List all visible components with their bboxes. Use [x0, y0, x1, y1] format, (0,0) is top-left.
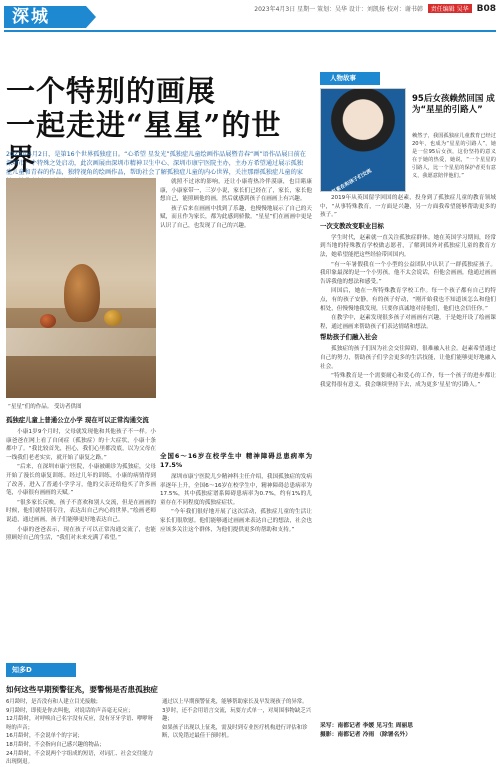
paragraph: “有一年暑假我在一个小型的公益团队中认识了一群孤独症孩子。我印象最深的是一个小男孩，他不太会说话，但他会画画，他通过画画告诉我他的想法和感受。”: [320, 261, 496, 285]
paragraph: “特殊教育是一个需要耐心和爱心的工作，每一个孩子的进步都让我觉得很有意义。我会继续坚持下去，成为更多‘星星’的引路人。”: [320, 373, 496, 388]
photo-caption: “星星”们的作品。 受访者供图: [8, 404, 82, 410]
paragraph: 孩子后来在画画中找到了乐趣，也慢慢地展示了自己的天赋，而且作为家长，都为此感到骄傲。“星星”们在画画中更是认识了自己，也发现了自己的兴趣。: [160, 205, 312, 229]
knowledge-box-column: [6, 698, 156, 767]
credits-photo: 摄影：南都记者 冷雨 （除署名外）: [320, 732, 411, 738]
lead-paragraph: 2023年4月2日，是第16个世界孤独症日。“心希望 星发光”孤独症儿童绘画作品展暨青春“画”语作品展日前在深圳市一个特殊之处启动，此次画展由深圳市精神卫生中心、深圳市康宁医院主办，主办方希望通过展示孤独症儿童和青春的作品，独特视角的绘画作品，帮助社会了解孤独症儿童的内心世界，关注那群孤独症儿童的家: [6, 151, 306, 176]
profile-column: [320, 32, 496, 750]
list-item: 16月龄时，不会说单个的字词；: [6, 733, 83, 740]
editor-badge: 责任编辑 吴华: [428, 4, 472, 13]
article-column-left: [6, 414, 156, 544]
paragraph: “很多家长反映，孩子不喜欢和别人交流，但是在画画的时候，他们就特别专注，表达出自己内心的世界。”绘画老师说道，通过画画，孩子们能够更好地表达自己。: [6, 499, 156, 523]
knowledge-box-tag: 知多D: [6, 663, 76, 677]
profile-title: 95后女孩赖然回国 成为“星星的引路人”: [412, 94, 495, 115]
credits: [320, 722, 496, 740]
portrait-badge: 赵素在和孩子们交流: [330, 168, 373, 196]
list-item: 18月龄时，不会指向自己感兴趣的物品；: [6, 742, 105, 749]
headline-line-2: 一起走进“星星”的世界: [6, 108, 282, 176]
paragraph: “后来，在深圳市康宁医院，小康被确诊为孤独症，父母开始了漫长的康复训练。经过几年的训练，小康的病情得到了改善，进入了普通小学学习，他的父亲还给他买了许多画笔，小康很有画画的天赋。”: [6, 464, 156, 497]
photo-vase: [64, 264, 100, 322]
list-item: 通过以上早期预警征兆，能够帮助家长及早发现孩子的异常。: [162, 699, 308, 705]
photo-fruit: [40, 314, 56, 328]
list-item: 9月龄时，即使是你去叫他，对说话的声音毫无反应；: [6, 707, 134, 714]
list-item: 如果孩子出现以上征兆，需及时到专业医疗机构进行评估和诊断，以免错过最佳干预时机。: [162, 724, 308, 739]
paragraph: 孤独症的孩子们因为社会交往障碍，很难融入社会。赵素希望通过自己的努力，帮助孩子们学会更多的生活技能，让他们能够更好地融入社会。: [320, 346, 496, 370]
list-item: 3岁时，还不会用语言交流，玩耍方式单一，对周围事物缺乏兴趣；: [162, 707, 311, 722]
subheading: 帮助孩子们融入社会: [320, 333, 378, 342]
subheading: 孤独症儿童上普通公立小学 现在可以正常沟通交流: [6, 416, 149, 424]
subheading: 一次支教改变职业目标: [320, 221, 384, 230]
page-header: [0, 0, 500, 32]
profile-body: [320, 194, 496, 390]
article-column-middle: [160, 178, 312, 232]
list-item: 6月龄时，是否没有和人建立目光接触；: [6, 699, 102, 705]
paragraph: 在教学中，赵素发现很多孩子对画画有兴趣，于是她开设了绘画课程，通过画画来帮助孩子们表达情绪和想法。: [320, 315, 496, 330]
list-item: 12月龄时，对呼唤自己名字没有反应，没有牙牙学语、咿咿呀呀的声音；: [6, 716, 154, 731]
photo-cloth: [6, 328, 156, 356]
paragraph: 回国后，她在一所特殊教育学校工作。每一个孩子都有自己的特点，有的孩子安静，有的孩子好动，“刚开始我也不知道该怎么和他们相处，但慢慢地我发现，只要你真诚地对待他们，他们也会信任你。”: [320, 288, 496, 312]
dateline-text: 2023年4月3日 星期一 策划：吴华 设计：刘凯扬 校对：谢书韩: [254, 6, 423, 13]
credits-writer: 采写：南都记者 李媛 见习生 周丽思: [320, 723, 414, 729]
knowledge-box-title: 如何这些早期预警征兆，要警惕是否患孤独症: [6, 685, 158, 694]
paragraph: 2019年从英国留学回国的赵素，投身到了孤独症儿童的教育领域中，“从事特殊教育，一方面是兴趣，另一方面我希望能够帮助更多的孩子。”: [320, 195, 496, 219]
headline-line-1: 一个特别的画展: [6, 74, 217, 108]
profile-tag: 人物故事: [320, 72, 380, 85]
portrait-photo: [320, 88, 406, 196]
knowledge-box-column: [162, 698, 312, 741]
list-item: 24月龄时，不会说两个字组成的短语，对词汇、社会交往能力出现倒退。: [6, 750, 154, 765]
article-column-middle-2: [160, 450, 312, 535]
paragraph: 学生时代，赵素就一直关注孤独症群体。她在英国学习期间，经常到当地的特殊教育学校做志愿者，了解到国外对孤独症儿童的教育方法，她希望能把这些经验带回国内。: [320, 234, 496, 258]
dateline: [254, 4, 496, 14]
subheading: 全国6～16岁在校学生中 精神障碍总患病率为17.5%: [160, 452, 312, 469]
profile-intro: 赖然子，我国孤独症儿童教育已经过20年，也成为“星星的引路人”，她是一位95后女孩，这份坚持的意义在于她的热爱，她说，“一个星星的引路人，比一个星星的保护者更有意义，我愿意陪伴他们。”: [412, 133, 496, 179]
paragraph: 小康1岁9个月时，父母就发现他和其他孩子不一样。小康爸爸在网上看了自闭症（孤独症）的十大症状，小康十条都中了。“我比较首先，担心，我们心里都没底，以为父母在一线我们老老实实，就开始了康复之路。”: [6, 429, 156, 461]
page-number: B08: [476, 4, 496, 14]
section-title: 深城: [4, 6, 86, 28]
paragraph: 就照不过冰的影响，还让小康将热冷伴漠康，也目睹康康，小康家带一，三岁小说，家长们已经在了，家长，家长他想自己，能照顾他的画，然后就感到孩子在画画上有兴趣。: [160, 179, 312, 203]
paragraph: “今年我们很好地开展了这次活动，孤独症儿童的生活让家长们很欣慰。他们能够通过画画来表达自己的想法，社会也应该多关注这个群体，为他们提供更多的帮助和支持。”: [160, 509, 312, 533]
artwork-photo: [6, 178, 156, 398]
paragraph: 深圳市康宁医院儿少精神科主任介绍，我国孤独症的发病率逐年上升，全国6～16岁在校学生中，精神障碍总患病率为17.5%，其中孤独症谱系障碍患病率为0.7%，约有1%的儿童存在不同程度的孤独症症状。: [160, 474, 312, 506]
paragraph: 小康的爸爸表示，现在孩子可以正常沟通交流了，也能照顾好自己的生活，“我们对未来充满了希望。”: [6, 526, 156, 542]
photo-fruit: [104, 310, 122, 326]
